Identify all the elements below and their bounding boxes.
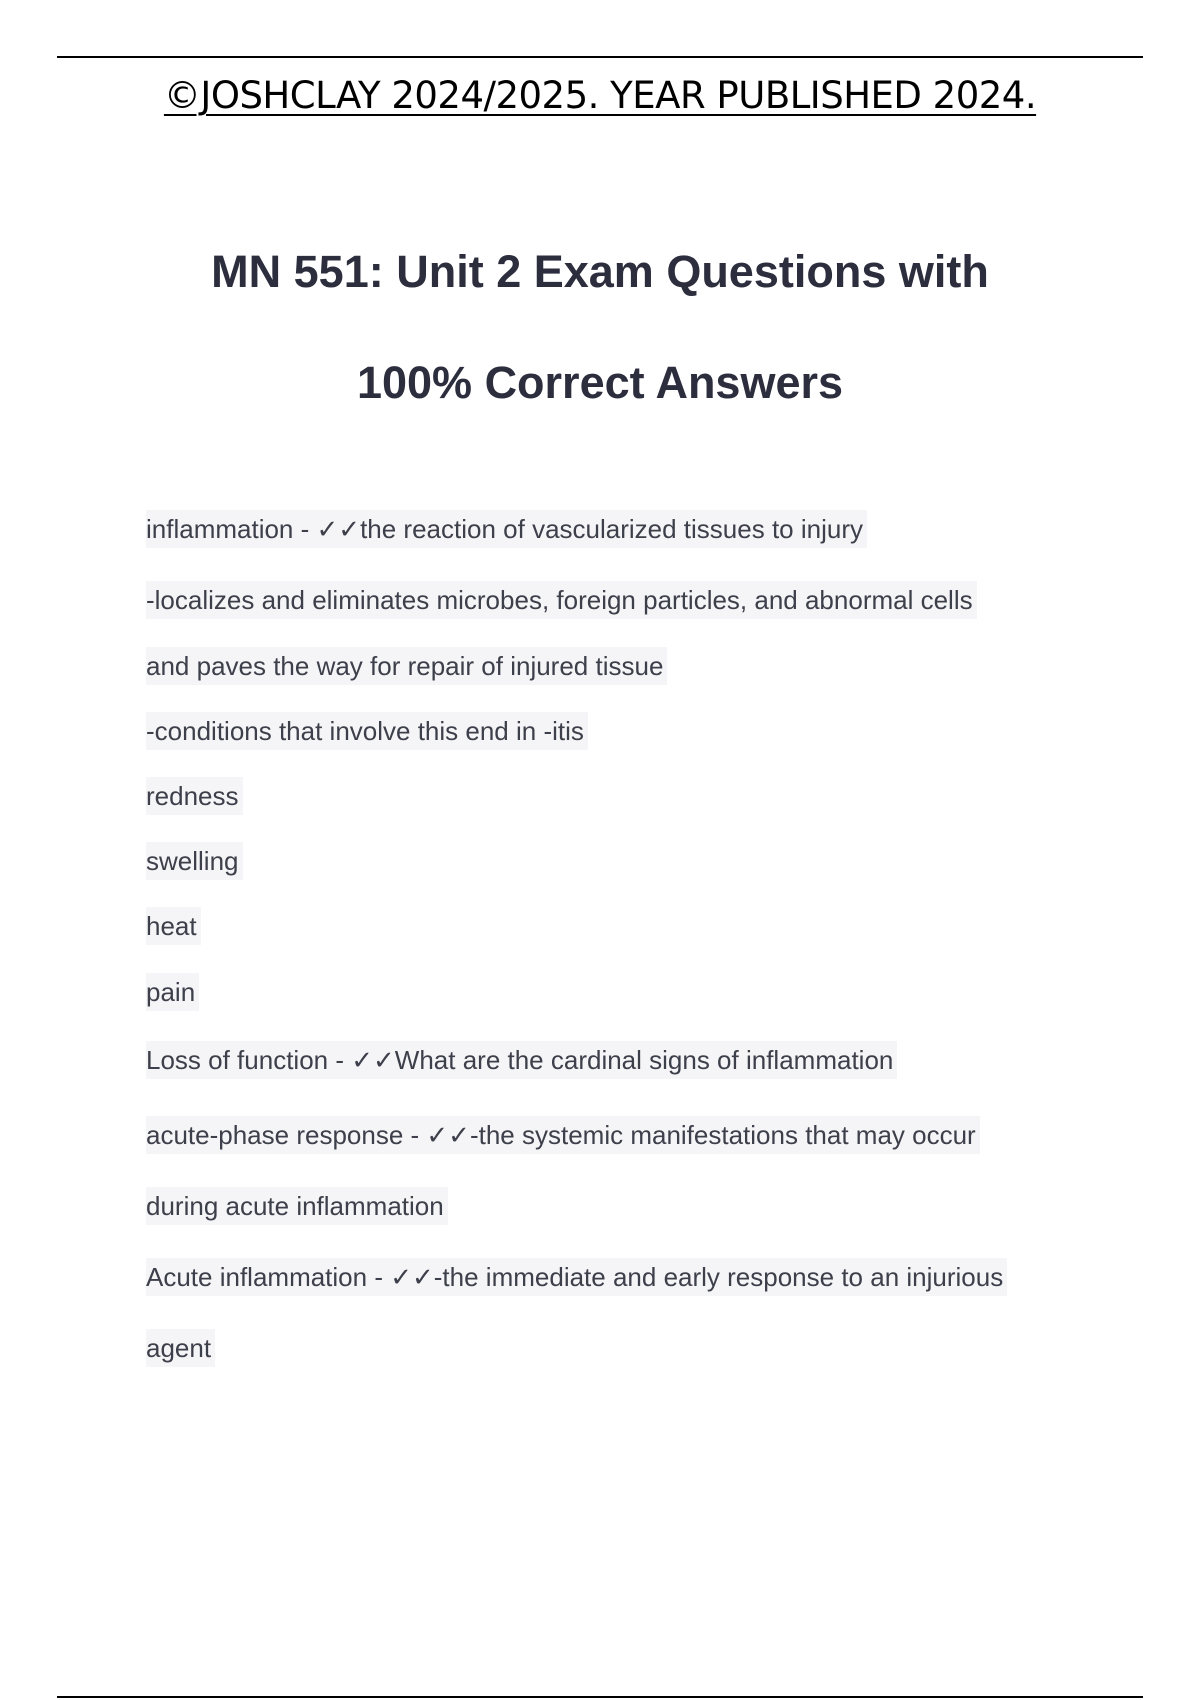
text-line: -conditions that involve this end in -itis: [146, 712, 588, 750]
title-line-1: MN 551: Unit 2 Exam Questions with: [211, 246, 989, 297]
text-line: swelling: [146, 842, 243, 880]
text-line: Loss of function - ✓✓What are the cardinal signs of inflammation: [146, 1041, 897, 1079]
text-line: acute-phase response - ✓✓-the systemic manifestations that may occur: [146, 1116, 980, 1154]
text-line: heat: [146, 907, 201, 945]
text-line: -localizes and eliminates microbes, foreign particles, and abnormal cells: [146, 581, 977, 619]
text-line: Acute inflammation - ✓✓-the immediate and early response to an injurious: [146, 1258, 1007, 1296]
text-line: inflammation - ✓✓the reaction of vascularized tissues to injury: [146, 510, 867, 548]
title-line-2: 100% Correct Answers: [356, 357, 844, 408]
text-line: during acute inflammation: [146, 1187, 448, 1225]
copyright-text: ©JOSHCLAY 2024/2025. YEAR PUBLISHED 2024.: [163, 74, 1037, 117]
top-divider: [57, 56, 1143, 58]
text-line: and paves the way for repair of injured tissue: [146, 647, 667, 685]
text-line: pain: [146, 973, 199, 1011]
text-line: redness: [146, 777, 243, 815]
copyright-header: [0, 74, 1200, 117]
text-line: agent: [146, 1329, 215, 1367]
document-title: [0, 216, 1200, 438]
bottom-divider: [57, 1696, 1143, 1698]
